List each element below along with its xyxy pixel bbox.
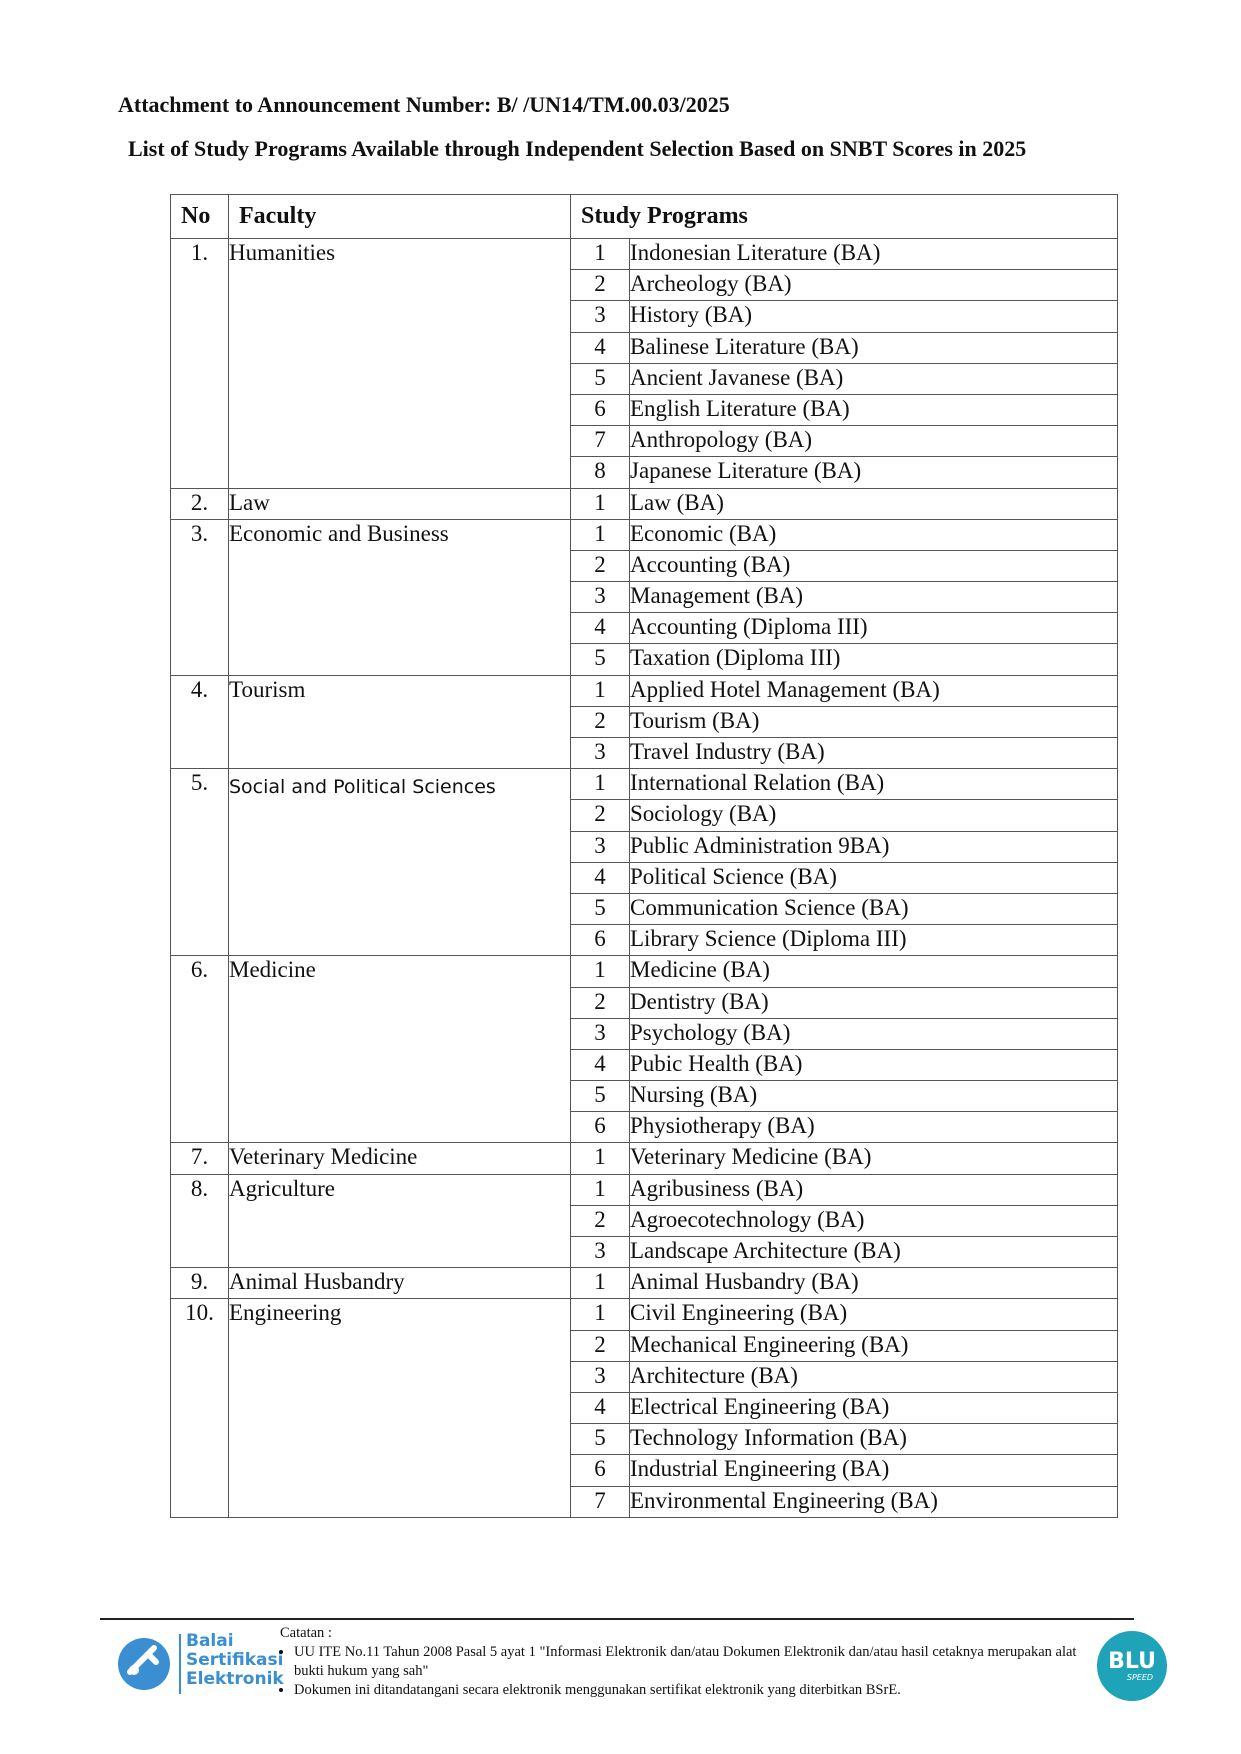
program-name: Tourism (BA) <box>630 706 1118 737</box>
table-body <box>171 239 1118 1518</box>
program-name: Taxation (Diploma III) <box>630 644 1118 675</box>
faculty-number: 3. <box>171 519 229 675</box>
program-index: 6 <box>571 1112 630 1143</box>
header-no: No <box>171 195 229 239</box>
program-index: 2 <box>571 1330 630 1361</box>
program-index: 4 <box>571 1392 630 1423</box>
program-index: 5 <box>571 1424 630 1455</box>
program-index: 2 <box>571 550 630 581</box>
program-name: Animal Husbandry (BA) <box>630 1268 1118 1299</box>
bsre-logo-divider <box>179 1634 181 1694</box>
program-index: 5 <box>571 644 630 675</box>
program-index: 5 <box>571 363 630 394</box>
program-index: 5 <box>571 1081 630 1112</box>
program-index: 1 <box>571 519 630 550</box>
program-index: 2 <box>571 706 630 737</box>
program-name: Technology Information (BA) <box>630 1424 1118 1455</box>
program-name: Agribusiness (BA) <box>630 1174 1118 1205</box>
bsre-text-line2: Sertifikasi <box>186 1650 284 1670</box>
program-index: 4 <box>571 862 630 893</box>
program-name: Japanese Literature (BA) <box>630 457 1118 488</box>
program-name: Sociology (BA) <box>630 800 1118 831</box>
table-row <box>171 1174 1118 1205</box>
footer-divider <box>100 1618 1134 1620</box>
notes-title: Catatan : <box>280 1625 332 1641</box>
program-name: Psychology (BA) <box>630 1018 1118 1049</box>
table-row <box>171 519 1118 550</box>
program-index: 7 <box>571 1486 630 1517</box>
faculty-name: Law <box>229 488 571 519</box>
program-index: 4 <box>571 1049 630 1080</box>
program-index: 2 <box>571 800 630 831</box>
table-row <box>171 675 1118 706</box>
program-index: 6 <box>571 925 630 956</box>
program-name: Communication Science (BA) <box>630 893 1118 924</box>
faculty-name: Veterinary Medicine <box>229 1143 571 1174</box>
faculty-number: 4. <box>171 675 229 769</box>
faculty-number: 8. <box>171 1174 229 1268</box>
faculty-number: 10. <box>171 1299 229 1517</box>
document-title: List of Study Programs Available through Independent Selection Based on SNBT Scores in 2025 <box>128 136 1027 161</box>
program-index: 2 <box>571 987 630 1018</box>
faculty-number: 1. <box>171 239 229 489</box>
program-index: 4 <box>571 613 630 644</box>
program-index: 5 <box>571 893 630 924</box>
faculty-name: Humanities <box>229 239 571 489</box>
blu-logo-text: BLU <box>1108 1649 1156 1674</box>
program-index: 1 <box>571 769 630 800</box>
bsre-logo-text <box>186 1632 284 1689</box>
program-name: Anthropology (BA) <box>630 426 1118 457</box>
faculty-name: Tourism <box>229 675 571 769</box>
header-study-programs: Study Programs <box>571 195 1118 239</box>
program-name: Balinese Literature (BA) <box>630 332 1118 363</box>
program-name: Management (BA) <box>630 582 1118 613</box>
program-name: Pubic Health (BA) <box>630 1049 1118 1080</box>
program-index: 3 <box>571 831 630 862</box>
faculty-number: 7. <box>171 1143 229 1174</box>
program-name: Medicine (BA) <box>630 956 1118 987</box>
program-name: Indonesian Literature (BA) <box>630 239 1118 270</box>
note-item: • Dokumen ini ditandatangani secara elektronik menggunakan sertifikat elektronik yang diterbitkan BSrE. <box>294 1681 1100 1700</box>
program-index: 1 <box>571 1299 630 1330</box>
program-name: Industrial Engineering (BA) <box>630 1455 1118 1486</box>
program-name: Veterinary Medicine (BA) <box>630 1143 1118 1174</box>
blu-speed-logo-icon <box>1096 1630 1168 1702</box>
program-name: Library Science (Diploma III) <box>630 925 1118 956</box>
program-index: 3 <box>571 1237 630 1268</box>
program-name: Electrical Engineering (BA) <box>630 1392 1118 1423</box>
table-row <box>171 239 1118 270</box>
bsre-text-line1: Balai <box>186 1631 234 1651</box>
program-name: Environmental Engineering (BA) <box>630 1486 1118 1517</box>
table-row <box>171 1268 1118 1299</box>
program-name: Nursing (BA) <box>630 1081 1118 1112</box>
table-row <box>171 1143 1118 1174</box>
program-name: Applied Hotel Management (BA) <box>630 675 1118 706</box>
program-name: Travel Industry (BA) <box>630 738 1118 769</box>
program-index: 1 <box>571 488 630 519</box>
program-name: Dentistry (BA) <box>630 987 1118 1018</box>
program-name: Political Science (BA) <box>630 862 1118 893</box>
faculty-number: 2. <box>171 488 229 519</box>
table-row <box>171 1299 1118 1330</box>
faculty-name: Social and Political Sciences <box>229 769 571 956</box>
program-index: 3 <box>571 1018 630 1049</box>
blu-logo-subtext: SPEED <box>1126 1673 1154 1682</box>
program-name: Mechanical Engineering (BA) <box>630 1330 1118 1361</box>
table-header-row <box>171 195 1118 239</box>
program-name: Archeology (BA) <box>630 270 1118 301</box>
faculty-name: Engineering <box>229 1299 571 1517</box>
program-index: 4 <box>571 332 630 363</box>
program-index: 1 <box>571 956 630 987</box>
program-name: Architecture (BA) <box>630 1361 1118 1392</box>
program-index: 2 <box>571 1205 630 1236</box>
program-index: 8 <box>571 457 630 488</box>
program-name: English Literature (BA) <box>630 394 1118 425</box>
announcement-heading: Attachment to Announcement Number: B/ /UN14/TM.00.03/2025 <box>118 92 730 117</box>
bsre-text-line3: Elektronik <box>186 1669 284 1689</box>
program-index: 3 <box>571 301 630 332</box>
faculty-name: Animal Husbandry <box>229 1268 571 1299</box>
program-name: Civil Engineering (BA) <box>630 1299 1118 1330</box>
program-index: 3 <box>571 738 630 769</box>
faculty-name: Economic and Business <box>229 519 571 675</box>
program-index: 2 <box>571 270 630 301</box>
program-name: Accounting (BA) <box>630 550 1118 581</box>
program-index: 1 <box>571 675 630 706</box>
program-index: 3 <box>571 582 630 613</box>
program-index: 1 <box>571 1268 630 1299</box>
program-name: Accounting (Diploma III) <box>630 613 1118 644</box>
faculty-number: 5. <box>171 769 229 956</box>
table-row <box>171 488 1118 519</box>
program-name: Physiotherapy (BA) <box>630 1112 1118 1143</box>
note-item: • UU ITE No.11 Tahun 2008 Pasal 5 ayat 1 "Informasi Elektronik dan/atau Dokumen Elektronik dan/atau hasil cetaknya merupakan alat bukti hukum yang sah" <box>294 1643 1100 1681</box>
program-index: 3 <box>571 1361 630 1392</box>
program-name: Agroecotechnology (BA) <box>630 1205 1118 1236</box>
program-index: 6 <box>571 394 630 425</box>
faculty-number: 6. <box>171 956 229 1143</box>
table-row <box>171 769 1118 800</box>
program-name: Ancient Javanese (BA) <box>630 363 1118 394</box>
program-index: 1 <box>571 1143 630 1174</box>
faculty-name: Medicine <box>229 956 571 1143</box>
faculty-name: Agriculture <box>229 1174 571 1268</box>
program-name: International Relation (BA) <box>630 769 1118 800</box>
footer-notes <box>280 1624 1100 1700</box>
faculty-number: 9. <box>171 1268 229 1299</box>
program-name: Economic (BA) <box>630 519 1118 550</box>
program-name: Public Administration 9BA) <box>630 831 1118 862</box>
table-row <box>171 956 1118 987</box>
program-index: 1 <box>571 239 630 270</box>
header-faculty: Faculty <box>229 195 571 239</box>
study-programs-table <box>170 194 1118 1518</box>
program-index: 6 <box>571 1455 630 1486</box>
program-name: Law (BA) <box>630 488 1118 519</box>
program-name: Landscape Architecture (BA) <box>630 1237 1118 1268</box>
program-name: History (BA) <box>630 301 1118 332</box>
program-index: 1 <box>571 1174 630 1205</box>
program-index: 7 <box>571 426 630 457</box>
